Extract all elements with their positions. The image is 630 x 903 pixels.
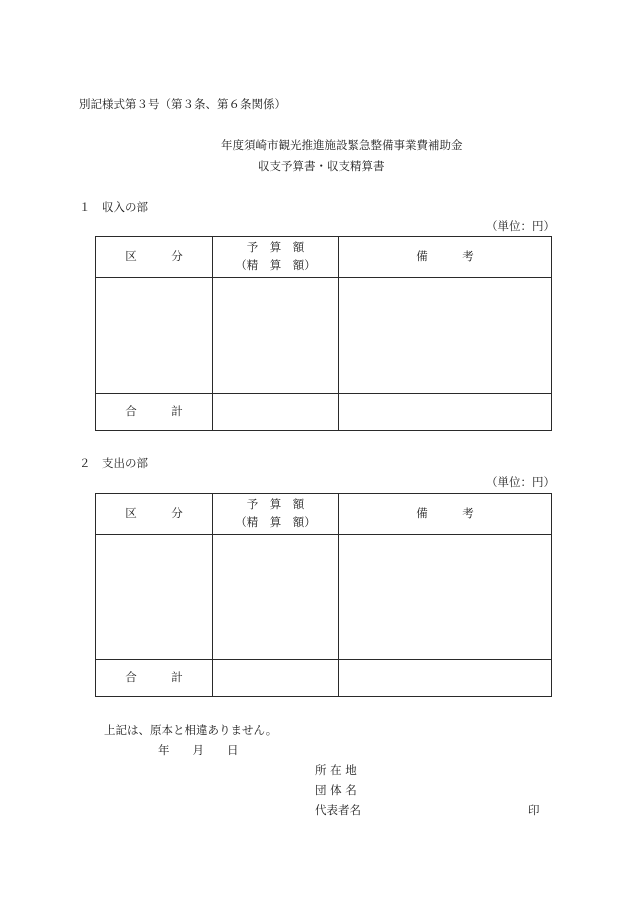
income-total-label-cell: [96, 394, 213, 431]
expenditure-category-header-label: 区 分: [125, 506, 183, 521]
form-reference: 別記様式第３号（第３条、第６条関係）: [79, 97, 286, 111]
organization-name-label: 団 体 名: [315, 783, 357, 797]
expenditure-amount-header: [213, 494, 339, 535]
expenditure-category-header: [96, 494, 213, 535]
expenditure-total-row: [96, 660, 552, 697]
representative-name-label: 代表者名: [315, 803, 361, 817]
income-entry-area: [96, 278, 552, 394]
income-category-cell[interactable]: [96, 278, 213, 394]
income-amount-header: [213, 237, 339, 278]
income-amount-cell[interactable]: [213, 278, 339, 394]
certification-statement: 上記は、原本と相違ありません。: [104, 723, 278, 737]
income-header-row: [96, 237, 552, 278]
expenditure-budget-amount-label: 予 算 額: [246, 497, 305, 512]
income-total-remarks-cell[interactable]: [339, 394, 552, 431]
expenditure-header-row: [96, 494, 552, 535]
expenditure-total-amount-cell[interactable]: [213, 660, 339, 697]
expenditure-total-label-cell: [96, 660, 213, 697]
expenditure-category-cell[interactable]: [96, 535, 213, 660]
income-category-header-label: 区 分: [125, 249, 183, 264]
expenditure-remarks-header: [339, 494, 552, 535]
income-table: [95, 236, 552, 431]
income-budget-amount-label: 予 算 額: [246, 240, 305, 255]
expenditure-heading: ２ 支出の部: [79, 456, 148, 470]
income-heading: １ 収入の部: [79, 200, 148, 214]
income-category-header: [96, 237, 213, 278]
income-remarks-cell[interactable]: [339, 278, 552, 394]
income-total-label: 合 計: [125, 404, 183, 419]
income-total-amount-cell[interactable]: [213, 394, 339, 431]
expenditure-entry-area: [96, 535, 552, 660]
title-line-1: 年度須崎市観光推進施設緊急整備事業費補助金: [221, 138, 463, 152]
expenditure-amount-cell[interactable]: [213, 535, 339, 660]
title-line-2: 収支予算書・収支精算書: [258, 159, 385, 173]
income-total-row: [96, 394, 552, 431]
expenditure-remarks-cell[interactable]: [339, 535, 552, 660]
expenditure-total-label: 合 計: [125, 670, 183, 685]
income-remarks-header-label: 備 考: [416, 249, 474, 264]
income-unit-label: （単位：円）: [486, 219, 555, 233]
seal-mark: 印: [528, 803, 540, 817]
income-settled-amount-label: （精 算 額）: [235, 258, 316, 272]
expenditure-table: [95, 493, 552, 697]
expenditure-remarks-header-label: 備 考: [416, 506, 474, 521]
address-label: 所 在 地: [315, 763, 357, 777]
expenditure-settled-amount-label: （精 算 額）: [235, 515, 316, 529]
expenditure-total-remarks-cell[interactable]: [339, 660, 552, 697]
income-remarks-header: [339, 237, 552, 278]
certification-date: 年 月 日: [158, 743, 239, 757]
expenditure-unit-label: （単位：円）: [486, 475, 555, 489]
